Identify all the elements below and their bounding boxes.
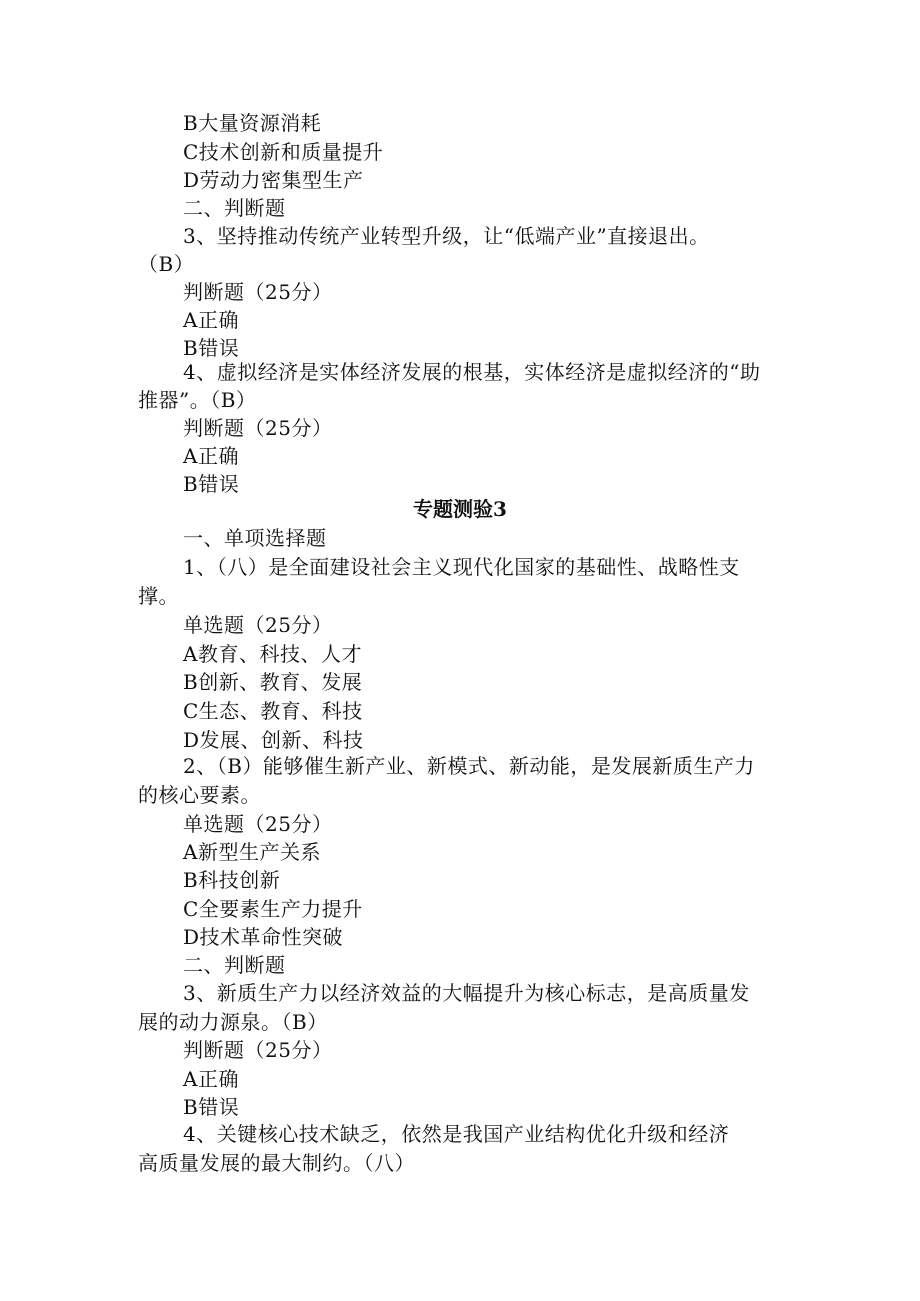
s2-question-2-option-b: B科技创新 [183,868,281,892]
question-3-option-b: B错误 [183,336,240,360]
s2-question-4-text: 4、关键核心技术缺乏，依然是我国产业结构优化升级和经济 [183,1122,730,1146]
part-heading-single-choice: 一、单项选择题 [183,526,327,550]
s2-question-3-option-b: B错误 [183,1095,240,1119]
s2-question-2-type: 单选题（25分） [183,812,333,836]
question-3-answer: （B） [138,252,195,276]
s2-question-1-option-a: A教育、科技、人才 [183,642,362,666]
part-heading-judgement: 二、判断题 [183,196,286,220]
s2-question-1-option-d: D发展、创新、科技 [183,728,364,752]
s2-question-4-text-cont: 高质量发展的最大制约。（八） [138,1151,415,1175]
option-c: C技术创新和质量提升 [183,140,384,164]
s2-question-2-text-cont: 的核心要素。 [138,783,261,807]
question-3-text: 3、坚持推动传统产业转型升级，让“低端产业”直接退出。 [183,224,710,248]
option-b: B大量资源消耗 [183,111,322,135]
s2-question-1-option-c: C生态、教育、科技 [183,699,363,723]
question-4-option-b: B错误 [183,472,240,496]
s2-question-3-text: 3、新质生产力以经济效益的大幅提升为核心标志，是高质量发 [183,981,750,1005]
s2-question-2-option-d: D技术革命性突破 [183,925,344,949]
question-4-text: 4、虚拟经济是实体经济发展的根基，实体经济是虚拟经济的“助 [183,360,761,384]
s2-question-3-option-a: A正确 [183,1067,239,1091]
s2-part-heading-judgement: 二、判断题 [183,953,286,977]
s2-question-2-option-a: A新型生产关系 [183,840,321,864]
option-d: D劳动力密集型生产 [183,168,364,192]
question-3-option-a: A正确 [183,308,239,332]
s2-question-1-text-cont: 撑。 [138,584,179,608]
s2-question-2-text: 2、（B）能够催生新产业、新模式、新动能，是发展新质生产力 [183,754,755,778]
question-4-text-cont: 推器”。（B） [138,388,257,412]
s2-question-3-text-cont: 展的动力源泉。（B） [138,1010,328,1034]
s2-question-2-option-c: C全要素生产力提升 [183,897,363,921]
s2-question-1-option-b: B创新、教育、发展 [183,670,363,694]
question-4-option-a: A正确 [183,444,239,468]
s2-question-1-text: 1、（八）是全面建设社会主义现代化国家的基础性、战略性支 [183,555,740,579]
section-title: 专题测验3 [413,497,507,521]
s2-question-3-type: 判断题（25分） [183,1038,333,1062]
s2-question-1-type: 单选题（25分） [183,613,333,637]
question-4-type: 判断题（25分） [183,416,333,440]
question-3-type: 判断题（25分） [183,280,333,304]
